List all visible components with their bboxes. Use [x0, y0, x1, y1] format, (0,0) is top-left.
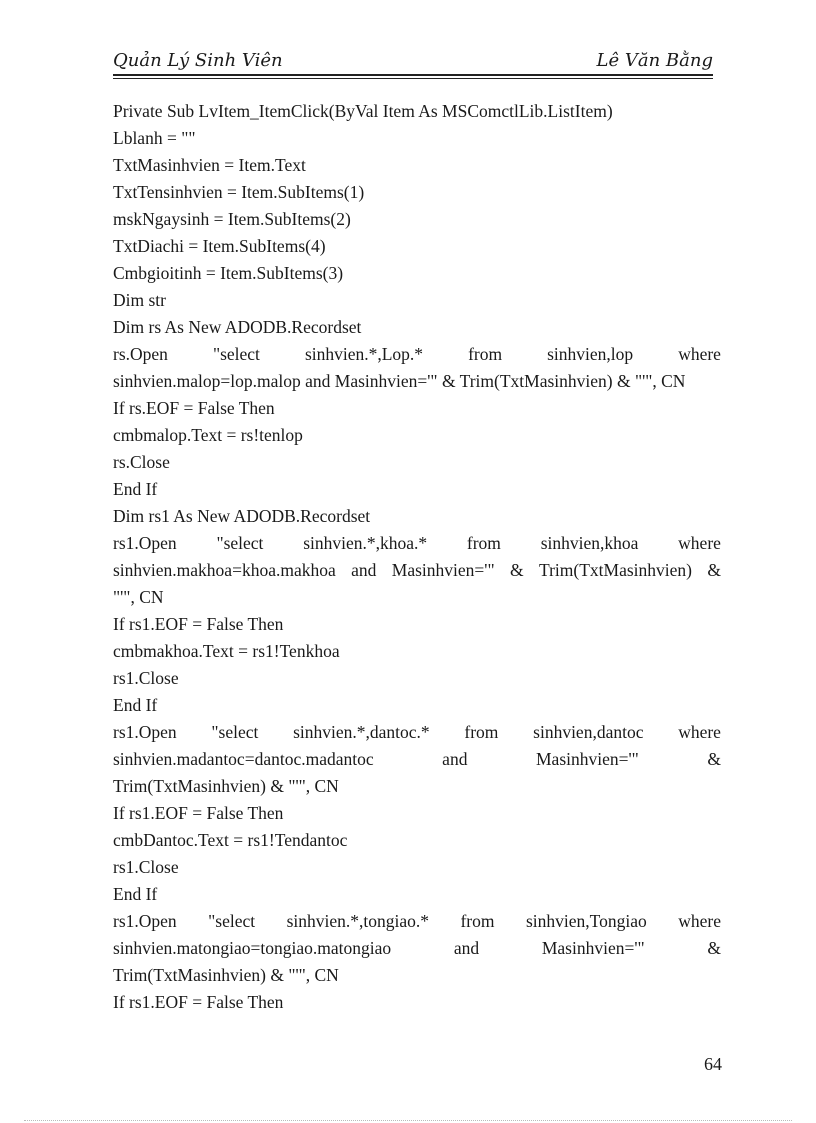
- code-word: and: [351, 560, 377, 580]
- code-word: rs1.Open: [113, 911, 177, 931]
- code-line: sinhvien.malop=lop.malop and Masinhvien='" & Trim(TxtMasinhvien) & "'", CN: [113, 371, 686, 391]
- code-word: sinhvien.*,khoa.*: [303, 533, 428, 553]
- code-line: cmbmalop.Text = rs!tenlop: [113, 425, 303, 445]
- code-word: sinhvien.*,Lop.*: [304, 344, 424, 364]
- code-word: and: [442, 749, 468, 769]
- code-line: rs1.Close: [113, 668, 179, 688]
- code-line: Dim str: [113, 290, 166, 310]
- code-line: [113, 908, 721, 935]
- code-word: &: [707, 938, 721, 958]
- code-line: Cmbgioitinh = Item.SubItems(3): [113, 263, 344, 283]
- code-word: sinhvien.madantoc=dantoc.madantoc: [113, 749, 374, 769]
- code-word: &: [707, 749, 721, 769]
- code-line: Trim(TxtMasinhvien) & "'", CN: [113, 776, 339, 796]
- code-word: from: [464, 722, 499, 742]
- code-word: sinhvien.*,dantoc.*: [293, 722, 430, 742]
- code-word: where: [678, 722, 721, 742]
- code-word: and: [453, 938, 480, 958]
- code-word: where: [678, 911, 721, 931]
- code-line: [113, 935, 721, 962]
- code-line: TxtDiachi = Item.SubItems(4): [113, 236, 326, 256]
- code-line: [113, 746, 721, 773]
- code-line: TxtMasinhvien = Item.Text: [113, 155, 306, 175]
- code-word: &: [509, 560, 524, 580]
- header-rule-thin: [113, 78, 713, 79]
- header-rule: [113, 74, 713, 76]
- code-line: [113, 557, 721, 584]
- code-word: rs1.Open: [113, 533, 177, 553]
- code-line: TxtTensinhvien = Item.SubItems(1): [113, 182, 365, 202]
- code-word: sinhvien.makhoa=khoa.makhoa: [113, 560, 336, 580]
- code-word: "select: [212, 344, 260, 364]
- code-line: If rs.EOF = False Then: [113, 398, 275, 418]
- code-word: sinhvien.matongiao=tongiao.matongiao: [113, 938, 392, 958]
- code-word: &: [707, 560, 721, 580]
- code-line: If rs1.EOF = False Then: [113, 803, 284, 823]
- code-line: Dim rs As New ADODB.Recordset: [113, 317, 362, 337]
- code-line: End If: [113, 695, 158, 715]
- page-footer-dotted-line: [24, 1120, 792, 1121]
- code-line: cmbmakhoa.Text = rs1!Tenkhoa: [113, 641, 340, 661]
- code-word: "select: [211, 722, 259, 742]
- code-line: If rs1.EOF = False Then: [113, 614, 284, 634]
- code-line: cmbDantoc.Text = rs1!Tendantoc: [113, 830, 348, 850]
- code-line: [113, 719, 721, 746]
- code-word: rs.Open: [113, 344, 168, 364]
- page-number: 64: [704, 1054, 722, 1074]
- code-line: If rs1.EOF = False Then: [113, 992, 284, 1012]
- code-word: from: [466, 533, 501, 553]
- code-line: "'", CN: [113, 587, 164, 607]
- code-listing: [113, 98, 721, 1016]
- code-word: from: [460, 911, 495, 931]
- code-line: Lblanh = "": [113, 128, 196, 148]
- author-name: Lê Văn Bằng: [596, 50, 713, 71]
- code-word: sinhvien,dantoc: [533, 722, 644, 742]
- code-word: sinhvien,Tongiao: [525, 911, 647, 931]
- code-word: Masinhvien='": [391, 560, 495, 580]
- code-line: [113, 530, 721, 557]
- code-word: rs1.Open: [113, 722, 177, 742]
- code-word: "select: [208, 911, 256, 931]
- code-line: rs.Close: [113, 452, 170, 472]
- code-word: sinhvien.*,tongiao.*: [286, 911, 430, 931]
- code-word: where: [678, 533, 721, 553]
- code-word: from: [468, 344, 503, 364]
- code-line: Trim(TxtMasinhvien) & "'", CN: [113, 965, 339, 985]
- code-line: mskNgaysinh = Item.SubItems(2): [113, 209, 351, 229]
- code-line: [113, 341, 721, 368]
- code-line: rs1.Close: [113, 857, 179, 877]
- code-word: Trim(TxtMasinhvien): [539, 560, 692, 580]
- code-line: End If: [113, 479, 158, 499]
- code-word: Masinhvien='": [541, 938, 645, 958]
- code-word: where: [678, 344, 721, 364]
- code-word: sinhvien,khoa: [540, 533, 639, 553]
- code-word: Masinhvien='": [536, 749, 639, 769]
- code-word: sinhvien,lop: [547, 344, 634, 364]
- document-title: Quản Lý Sinh Viên: [113, 50, 283, 71]
- code-line: Private Sub LvItem_ItemClick(ByVal Item As MSComctlLib.ListItem): [113, 101, 613, 121]
- code-word: "select: [216, 533, 264, 553]
- code-line: Dim rs1 As New ADODB.Recordset: [113, 506, 371, 526]
- code-line: End If: [113, 884, 158, 904]
